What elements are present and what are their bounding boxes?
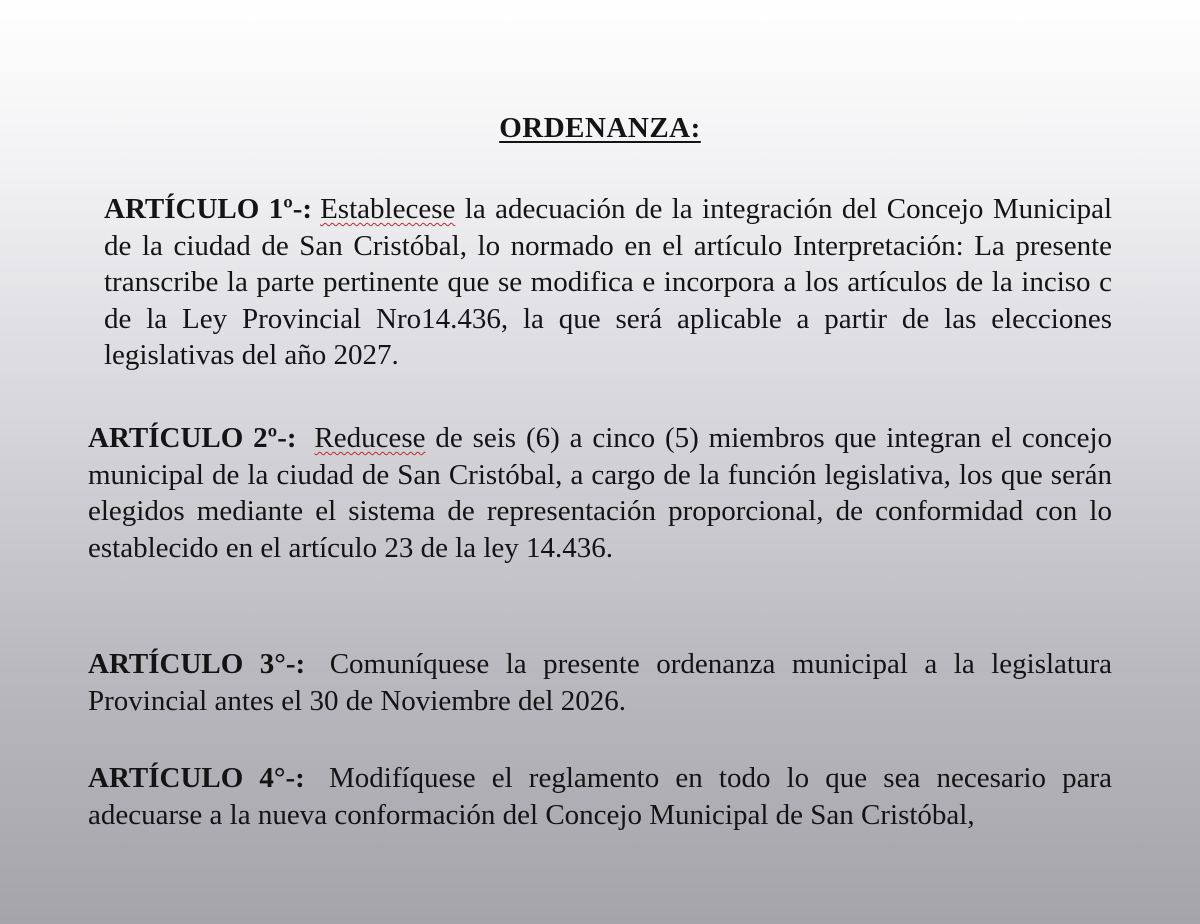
article-4	[88, 760, 1112, 833]
document-title	[0, 112, 1200, 145]
article-2	[88, 420, 1112, 566]
article-3-heading: ARTÍCULO 3°-:	[88, 648, 306, 680]
document-title-text: ORDENANZA:	[499, 112, 701, 144]
article-1-text: la adecuación de la integración del Concejo Municipal de la ciudad de San Cristóbal, lo normado en el artículo Interpretación: La presente transcribe la parte pertinente que se modifica e incorpora a los artículos de la inciso c de la Ley Provincial Nro14.436, la que será aplicable a partir de las elecciones legislativas del año 2027.	[104, 193, 1113, 371]
article-3-text: Comuníquese la presente ordenanza municipal a la legislatura Provincial antes el 30 de Noviembre del 2026.	[88, 648, 1112, 717]
article-2-flagged-word: Reducese	[314, 422, 426, 454]
article-3	[88, 646, 1112, 719]
article-2-heading: ARTÍCULO 2º-:	[88, 422, 297, 454]
article-4-heading: ARTÍCULO 4°-:	[88, 762, 305, 794]
article-1	[104, 191, 1112, 374]
article-2-text: de seis (6) a cinco (5) miembros que integran el concejo municipal de la ciudad de San Cristóbal, a cargo de la función legislativa, los que serán elegidos mediante el sistema de representación proporcional, de conformidad con lo establecido en el artículo 23 de la ley 14.436.	[88, 422, 1113, 564]
article-1-flagged-word: Establecese	[320, 193, 456, 225]
article-4-text: Modifíquese el reglamento en todo lo que sea necesario para adecuarse a la nueva conformación del Concejo Municipal de San Cristóbal,	[88, 762, 1113, 831]
article-1-heading: ARTÍCULO 1º-:	[104, 193, 313, 225]
